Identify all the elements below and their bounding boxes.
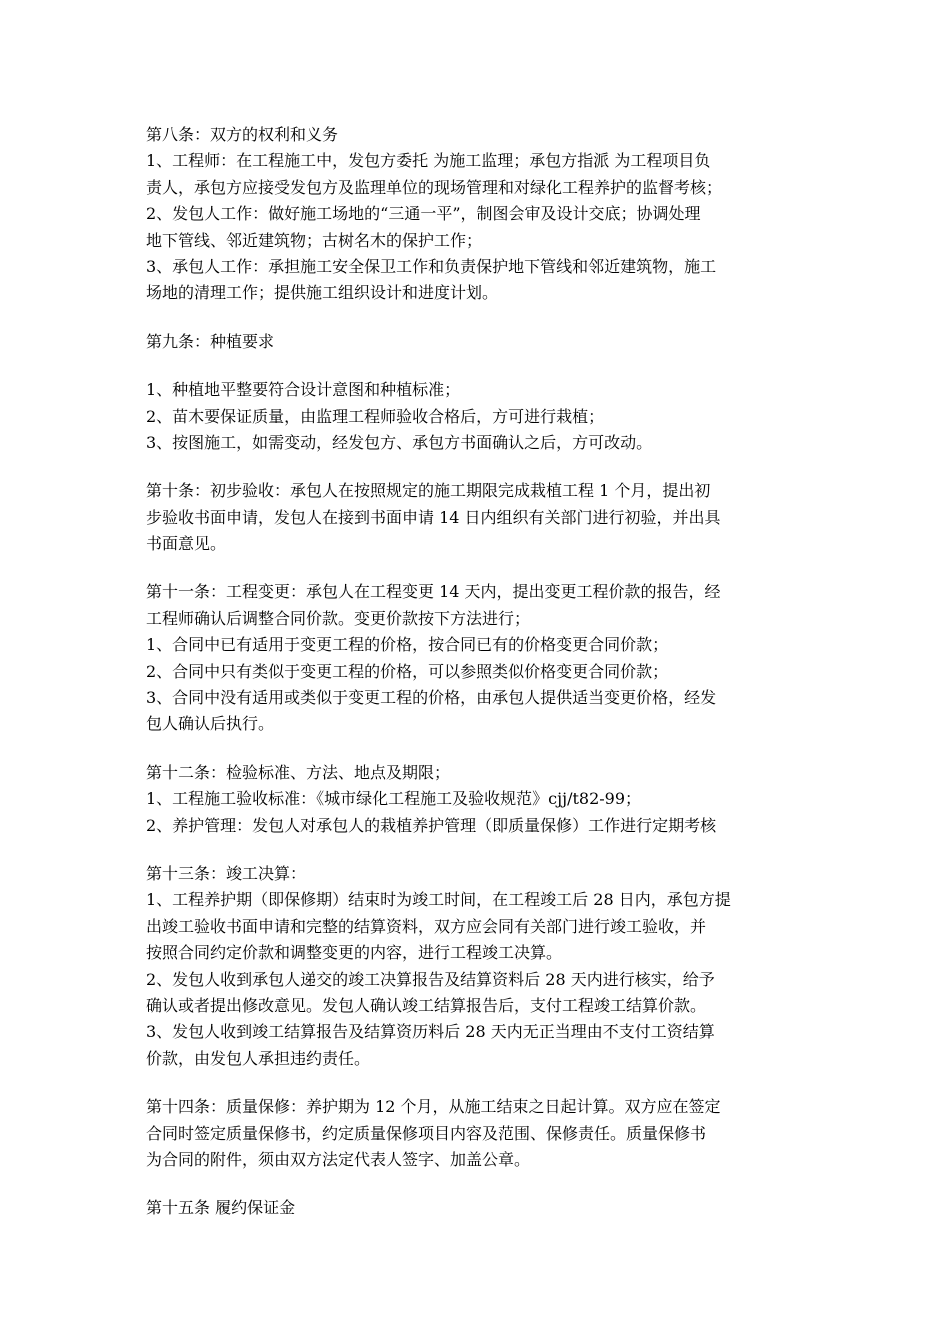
article-8-line: 场地的清理工作；提供施工组织设计和进度计划。	[146, 283, 499, 303]
article-13-line: 出竣工验收书面申请和完整的结算资料，双方应会同有关部门进行竣工验收，并	[146, 916, 707, 936]
article-14-line: 合同时签定质量保修书，约定质量保修项目内容及范围、保修责任。质量保修书	[146, 1123, 707, 1143]
article-13-line: 确认或者提出修改意见。发包人确认竣工结算报告后，支付工程竣工结算价款。	[146, 995, 707, 1015]
article-11-line: 工程师确认后调整合同价款。变更价款按下方法进行；	[146, 608, 531, 628]
article-13-line: 2、发包人收到承包人递交的竣工决算报告及结算资料后 28 天内进行核实，给予	[146, 969, 715, 989]
article-10	[146, 478, 816, 557]
article-13	[146, 861, 816, 1072]
article-12-line: 2、养护管理：发包人对承包人的栽植养护管理（即质量保修）工作进行定期考核	[146, 815, 717, 835]
article-8-line: 1、工程师：在工程施工中，发包方委托 为施工监理；承包方指派 为工程项目负	[146, 151, 711, 171]
article-15	[146, 1195, 816, 1221]
article-9	[146, 329, 816, 457]
article-11-line: 2、合同中只有类似于变更工程的价格，可以参照类似价格变更合同价款；	[146, 661, 669, 681]
article-9-title: 第九条：种植要求	[146, 331, 275, 351]
spacer	[146, 557, 816, 579]
article-8-line: 2、发包人工作：做好施工场地的“三通一平”，制图会审及设计交底；协调处理	[146, 204, 701, 224]
article-12-line: 1、工程施工验收标准：《城市绿化工程施工及验收规范》cjj/t82-99；	[146, 789, 642, 809]
spacer	[146, 1173, 816, 1195]
article-8	[146, 122, 816, 307]
article-8-line: 责人，承包方应接受发包方及监理单位的现场管理和对绿化工程养护的监督考核；	[146, 177, 723, 197]
article-11	[146, 579, 816, 737]
article-13-line: 按照合同约定价款和调整变更的内容，进行工程竣工决算。	[146, 943, 563, 963]
article-8-title: 第八条：双方的权利和义务	[146, 125, 339, 144]
spacer	[146, 355, 816, 377]
spacer	[146, 738, 816, 760]
article-9-line: 2、苗木要保证质量，由监理工程师验收合格后，方可进行栽植；	[146, 406, 605, 426]
article-14-line: 为合同的附件，须由双方法定代表人签字、加盖公章。	[146, 1149, 531, 1169]
article-14-line: 第十四条：质量保修：养护期为 12 个月，从施工结束之日起计算。双方应在签定	[146, 1097, 721, 1117]
spacer	[146, 307, 816, 329]
article-9-line: 3、按图施工，如需变动，经发包方、承包方书面确认之后，方可改动。	[146, 432, 653, 452]
article-10-line: 书面意见。	[146, 534, 227, 554]
article-11-line: 1、合同中已有适用于变更工程的价格，按合同已有的价格变更合同价款；	[146, 635, 669, 655]
article-13-line: 3、发包人收到竣工结算报告及结算资历料后 28 天内无正当理由不支付工资结算	[146, 1022, 715, 1042]
article-15-title: 第十五条 履约保证金	[146, 1198, 296, 1218]
article-14	[146, 1094, 816, 1173]
spacer	[146, 456, 816, 478]
article-9-line: 1、种植地平整要符合设计意图和种植标准；	[146, 380, 461, 400]
article-11-line: 3、合同中没有适用或类似于变更工程的价格，由承包人提供适当变更价格，经发	[146, 688, 717, 708]
article-13-line: 价款，由发包人承担违约责任。	[146, 1048, 371, 1068]
article-11-line: 第十一条：工程变更：承包人在工程变更 14 天内，提出变更工程价款的报告，经	[146, 582, 721, 602]
article-8-line: 地下管线、邻近建筑物；古树名木的保护工作；	[146, 230, 483, 250]
spacer	[146, 839, 816, 861]
article-10-line: 步验收书面申请，发包人在接到书面申请 14 日内组织有关部门进行初验，并出具	[146, 507, 721, 527]
article-13-title: 第十三条：竣工决算：	[146, 863, 307, 883]
article-11-line: 包人确认后执行。	[146, 714, 275, 734]
article-12-title: 第十二条：检验标准、方法、地点及期限；	[146, 762, 451, 782]
article-12	[146, 760, 816, 839]
article-13-line: 1、工程养护期（即保修期）结束时为竣工时间，在工程竣工后 28 日内，承包方提	[146, 890, 731, 910]
document-page	[146, 122, 816, 1222]
spacer	[146, 1072, 816, 1094]
article-8-line: 3、承包人工作：承担施工安全保卫工作和负责保护地下管线和邻近建筑物，施工	[146, 256, 717, 276]
article-10-line: 第十条：初步验收：承包人在按照规定的施工期限完成栽植工程 1 个月，提出初	[146, 481, 711, 501]
